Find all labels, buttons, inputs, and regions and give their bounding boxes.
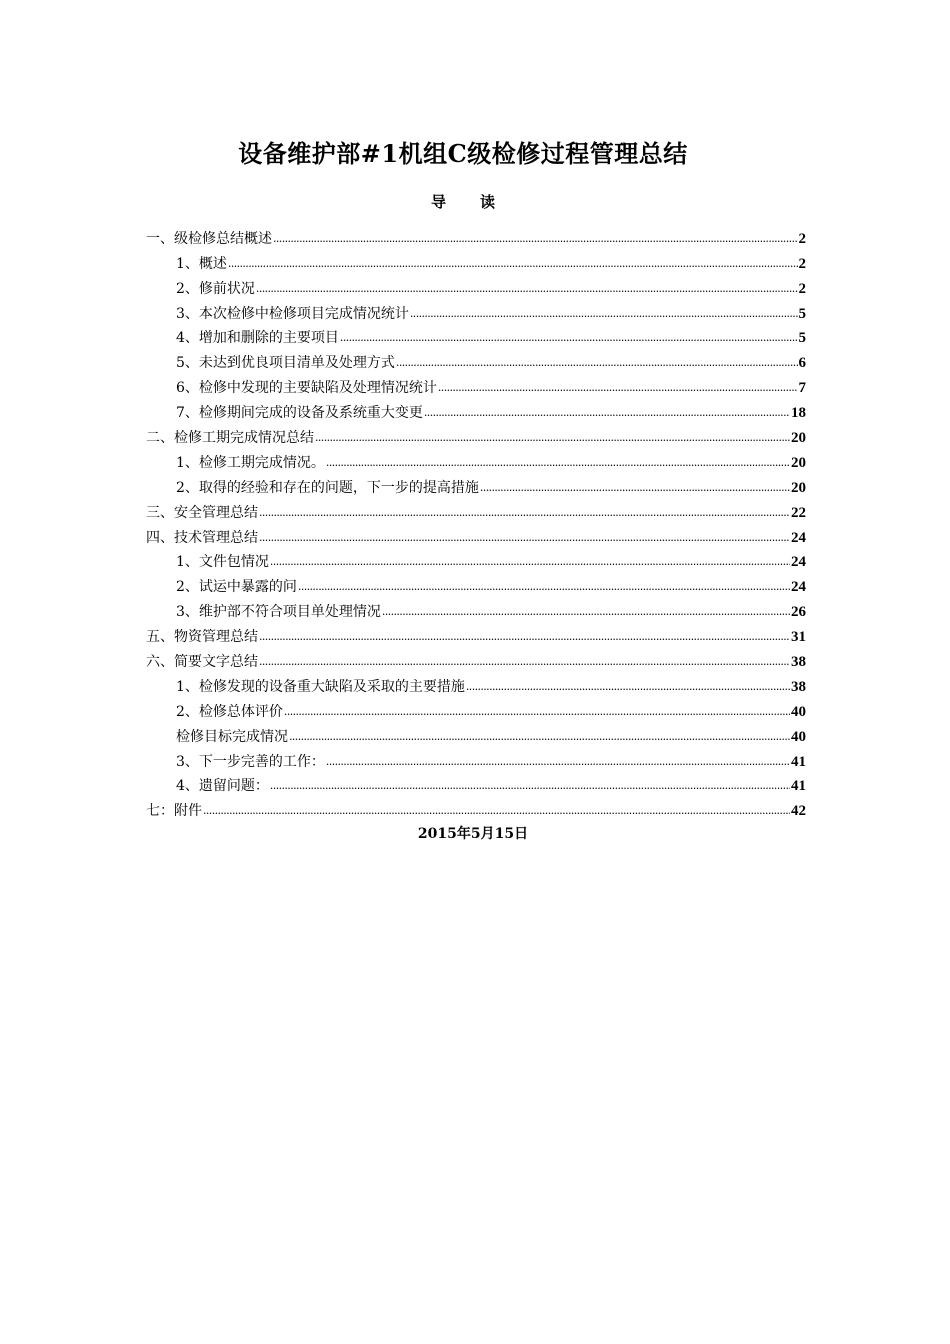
toc-page-number: 40 — [791, 728, 806, 745]
toc-page-number: 6 — [798, 355, 806, 372]
toc-entry-label: 4、遗留问题： — [176, 778, 269, 795]
toc-entry-label: 3、下一步完善的工作： — [176, 753, 325, 770]
toc-page-number: 18 — [791, 405, 806, 422]
toc-page-number: 20 — [791, 430, 806, 447]
toc-entry-label: 3、本次检修中检修项目完成情况统计 — [176, 305, 409, 322]
toc-dot-leader — [259, 630, 790, 644]
toc-entry-label: 7、检修期间完成的设备及系统重大变更 — [176, 405, 423, 422]
toc-dot-leader — [424, 406, 790, 420]
document-title: 设备维护部#1机组C级检修过程管理总结 — [238, 139, 688, 168]
toc-dot-leader — [466, 680, 790, 694]
toc-entry[interactable] — [146, 448, 806, 473]
toc-dot-leader — [270, 779, 790, 793]
toc-entry[interactable] — [146, 249, 806, 274]
toc-entry-label: 二、检修工期完成情况总结 — [146, 430, 314, 447]
toc-entry[interactable] — [146, 672, 806, 697]
toc-entry[interactable] — [146, 697, 806, 722]
toc-entry-label: 2、取得的经验和存在的问题，下一步的提高措施 — [176, 479, 479, 496]
toc-entry[interactable] — [146, 647, 806, 672]
toc-entry-label: 检修目标完成情况 — [176, 728, 288, 745]
toc-dot-leader — [382, 605, 790, 619]
toc-page-number: 20 — [791, 479, 806, 496]
toc-dot-leader — [480, 481, 790, 495]
toc-entry[interactable] — [146, 722, 806, 747]
toc-dot-leader — [340, 331, 798, 345]
toc-page-number: 40 — [791, 703, 806, 720]
toc-dot-leader — [298, 580, 790, 594]
toc-dot-leader — [284, 705, 790, 719]
toc-entry[interactable] — [146, 597, 806, 622]
toc-entry-label: 4、增加和删除的主要项目 — [176, 330, 339, 347]
toc-page-number: 41 — [791, 778, 806, 795]
toc-entry-label: 五、物资管理总结 — [146, 629, 258, 646]
toc-entry-label: 三、安全管理总结 — [146, 504, 258, 521]
toc-dot-leader — [315, 431, 790, 445]
toc-entry[interactable] — [146, 473, 806, 498]
toc-entry-label: 5、未达到优良项目清单及处理方式 — [176, 355, 395, 372]
toc-page-number: 22 — [791, 504, 806, 521]
document-date: 2015年5月15日 — [417, 826, 529, 842]
toc-dot-leader — [273, 232, 798, 246]
toc-page-number: 2 — [798, 280, 806, 297]
toc-entry[interactable] — [146, 224, 806, 249]
toc-dot-leader — [326, 755, 790, 769]
toc-entry-label: 6、检修中发现的主要缺陷及处理情况统计 — [176, 380, 437, 397]
toc-entry[interactable] — [146, 324, 806, 349]
toc-entry-label: 1、检修工期完成情况。 — [176, 454, 325, 471]
toc-entry-label: 3、维护部不符合项目单处理情况 — [176, 604, 381, 621]
toc-dot-leader — [256, 282, 798, 296]
toc-entry-label: 1、概述 — [176, 255, 227, 272]
toc-page-number: 26 — [791, 604, 806, 621]
toc-entry-label: 六、简要文字总结 — [146, 654, 258, 671]
toc-entry[interactable] — [146, 423, 806, 448]
toc-entry[interactable] — [146, 498, 806, 523]
table-of-contents — [146, 224, 806, 821]
toc-entry-label: 四、技术管理总结 — [146, 529, 258, 546]
toc-entry[interactable] — [146, 548, 806, 573]
toc-page-number: 2 — [798, 255, 806, 272]
toc-dot-leader — [289, 730, 790, 744]
toc-entry[interactable] — [146, 274, 806, 299]
toc-entry-label: 七：附件 — [146, 803, 202, 820]
toc-page-number: 38 — [791, 654, 806, 671]
toc-entry-label: 1、文件包情况 — [176, 554, 269, 571]
toc-entry[interactable] — [146, 348, 806, 373]
toc-entry[interactable] — [146, 796, 806, 821]
toc-dot-leader — [259, 655, 790, 669]
toc-entry-label: 一、级检修总结概述 — [146, 230, 272, 247]
toc-dot-leader — [438, 381, 798, 395]
toc-page-number: 20 — [791, 454, 806, 471]
toc-dot-leader — [228, 257, 798, 271]
toc-heading: 导读 — [430, 193, 529, 211]
toc-page-number: 42 — [791, 803, 806, 820]
toc-entry[interactable] — [146, 299, 806, 324]
toc-dot-leader — [270, 555, 790, 569]
toc-page-number: 2 — [798, 230, 806, 247]
toc-entry[interactable] — [146, 373, 806, 398]
toc-page-number: 24 — [791, 529, 806, 546]
toc-entry-label: 2、检修总体评价 — [176, 703, 283, 720]
toc-page-number: 5 — [798, 305, 806, 322]
toc-page-number: 5 — [798, 330, 806, 347]
toc-entry[interactable] — [146, 398, 806, 423]
toc-dot-leader — [396, 356, 798, 370]
toc-dot-leader — [259, 531, 790, 545]
toc-entry-label: 2、修前状况 — [176, 280, 255, 297]
toc-entry[interactable] — [146, 747, 806, 772]
toc-entry[interactable] — [146, 772, 806, 797]
toc-entry[interactable] — [146, 572, 806, 597]
toc-dot-leader — [203, 804, 790, 818]
toc-page-number: 24 — [791, 554, 806, 571]
toc-page-number: 24 — [791, 579, 806, 596]
toc-dot-leader — [326, 456, 790, 470]
toc-page-number: 38 — [791, 678, 806, 695]
toc-entry-label: 1、检修发现的设备重大缺陷及采取的主要措施 — [176, 678, 465, 695]
toc-page-number: 7 — [798, 380, 806, 397]
toc-dot-leader — [259, 506, 790, 520]
toc-entry[interactable] — [146, 523, 806, 548]
toc-page-number: 41 — [791, 753, 806, 770]
toc-entry[interactable] — [146, 622, 806, 647]
toc-page-number: 31 — [791, 629, 806, 646]
toc-entry-label: 2、试运中暴露的问 — [176, 579, 297, 596]
toc-dot-leader — [410, 307, 798, 321]
